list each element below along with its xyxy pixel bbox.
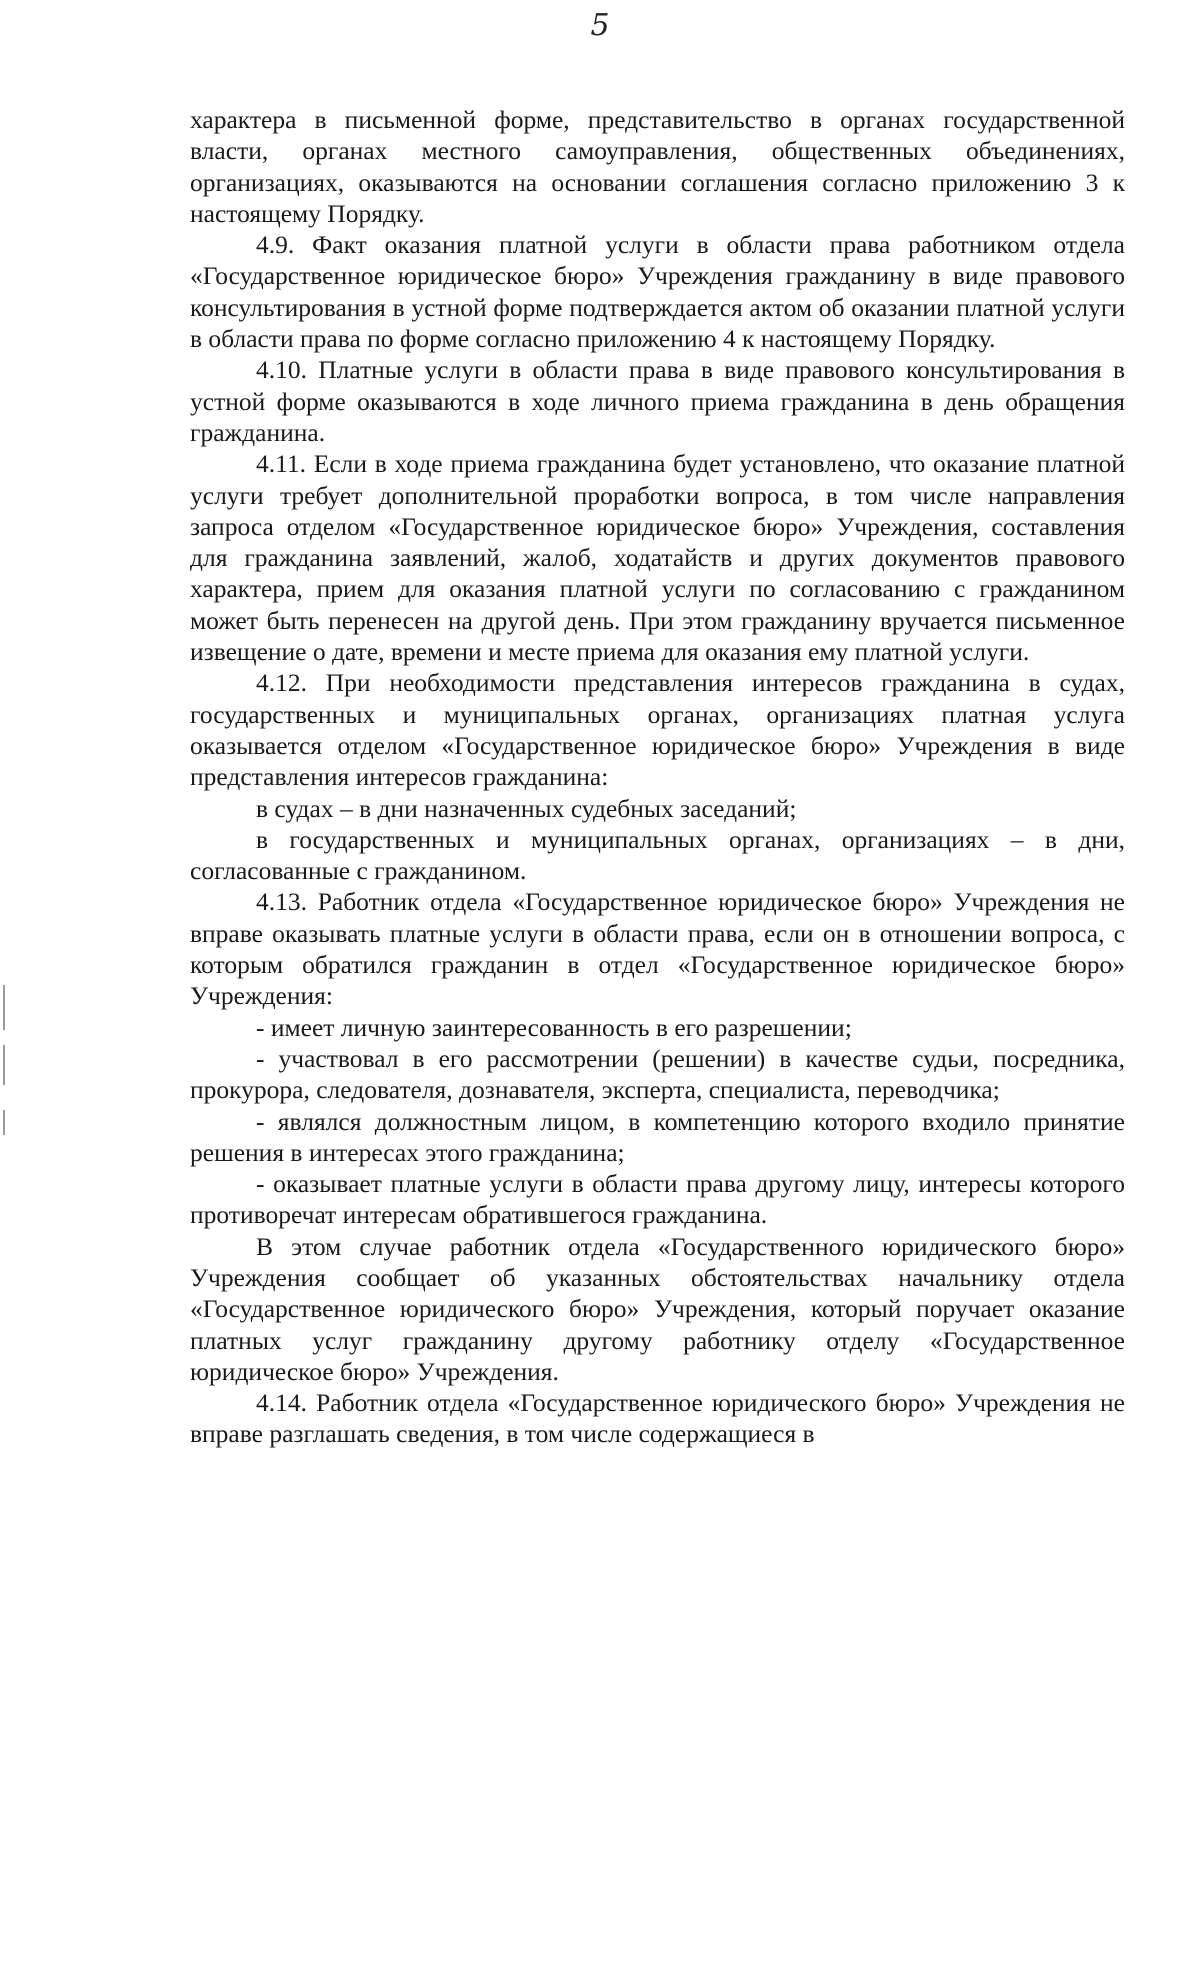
scan-edge-mark [3, 985, 5, 1030]
page-number: 5 [590, 8, 610, 43]
paragraph-4-14: 4.14. Работник отдела «Государственное юридического бюро» Учреждения не вправе разглашать сведения, в том числе содержащиеся в [190, 1388, 1125, 1449]
paragraph-state-bodies: в государственных и муниципальных органах, организациях – в дни, согласованные с гражданином. [190, 824, 1125, 886]
scan-edge-mark [3, 1045, 5, 1085]
paragraph-4-11: 4.11. Если в ходе приема гражданина будет установлено, что оказание платной услуги требует дополнительной проработки вопроса, в том числе направления запроса отделом «Государственное юридическое бюро» Учреждения, составления для гражданина заявлений, жалоб, ходатайств и других документов правового характера, прием для оказания платной услуги по согласованию с гражданином может быть перенесен на другой день. При этом гражданину вручается письменное извещение о дате, времени и месте приема для оказания ему платной услуги. [190, 449, 1125, 667]
list-item-interest: - имеет личную заинтересованность в его разрешении; [256, 1012, 852, 1042]
paragraph-4-12: 4.12. При необходимости представления интересов гражданина в судах, государственных и муниципальных органах, организациях платная услуга оказывается отделом «Государственное юридическое бюро» Учреждения в виде представления интересов гражданина: [190, 668, 1125, 792]
document-body [190, 104, 1125, 1450]
paragraph-4-9: 4.9. Факт оказания платной услуги в области права работником отдела «Государственное юридическое бюро» Учреждения гражданину в виде правового консультирования в устной форме подтверждается актом об оказании платной услуги в области права по форме согласно приложению 4 к настоящему Порядку. [190, 230, 1125, 354]
scan-edge-mark [3, 1110, 5, 1135]
paragraph-4-10: 4.10. Платные услуги в области права в виде правового консультирования в устной форме оказываются в ходе личного приема гражданина в день обращения гражданина. [190, 355, 1125, 447]
paragraph-continuation: характера в письменной форме, представительство в органах государственной власти, органах местного самоуправления, общественных объединениях, организациях, оказываются на основании соглашения согласно приложению 3 к настоящему Порядку. [190, 105, 1125, 228]
list-item-official: - являлся должностным лицом, в компетенцию которого входило принятие решения в интересах этого гражданина; [190, 1106, 1125, 1167]
list-item-other-person: - оказывает платные услуги в области права другому лицу, интересы которого противоречат интересам обратившегося гражданина. [190, 1169, 1125, 1230]
paragraph-courts: в судах – в дни назначенных судебных заседаний; [256, 793, 797, 823]
paragraph-4-13: 4.13. Работник отдела «Государственное юридическое бюро» Учреждения не вправе оказывать платные услуги в области права, если он в отношении вопроса, с которым обратился гражданин в отдел «Государственное юридическое бюро» Учреждения: [190, 887, 1125, 1011]
paragraph-in-this-case: В этом случае работник отдела «Государственного юридического бюро» Учреждения сообщает об указанных обстоятельствах начальнику отдела «Государственное юридического бюро» Учреждения, который поручает оказание платных услуг гражданину другому работнику отделу «Государственное юридическое бюро» Учреждения. [190, 1231, 1125, 1386]
list-item-participated: - участвовал в его рассмотрении (решении) в качестве судьи, посредника, прокурора, следователя, дознавателя, эксперта, специалиста, переводчика; [190, 1043, 1125, 1105]
